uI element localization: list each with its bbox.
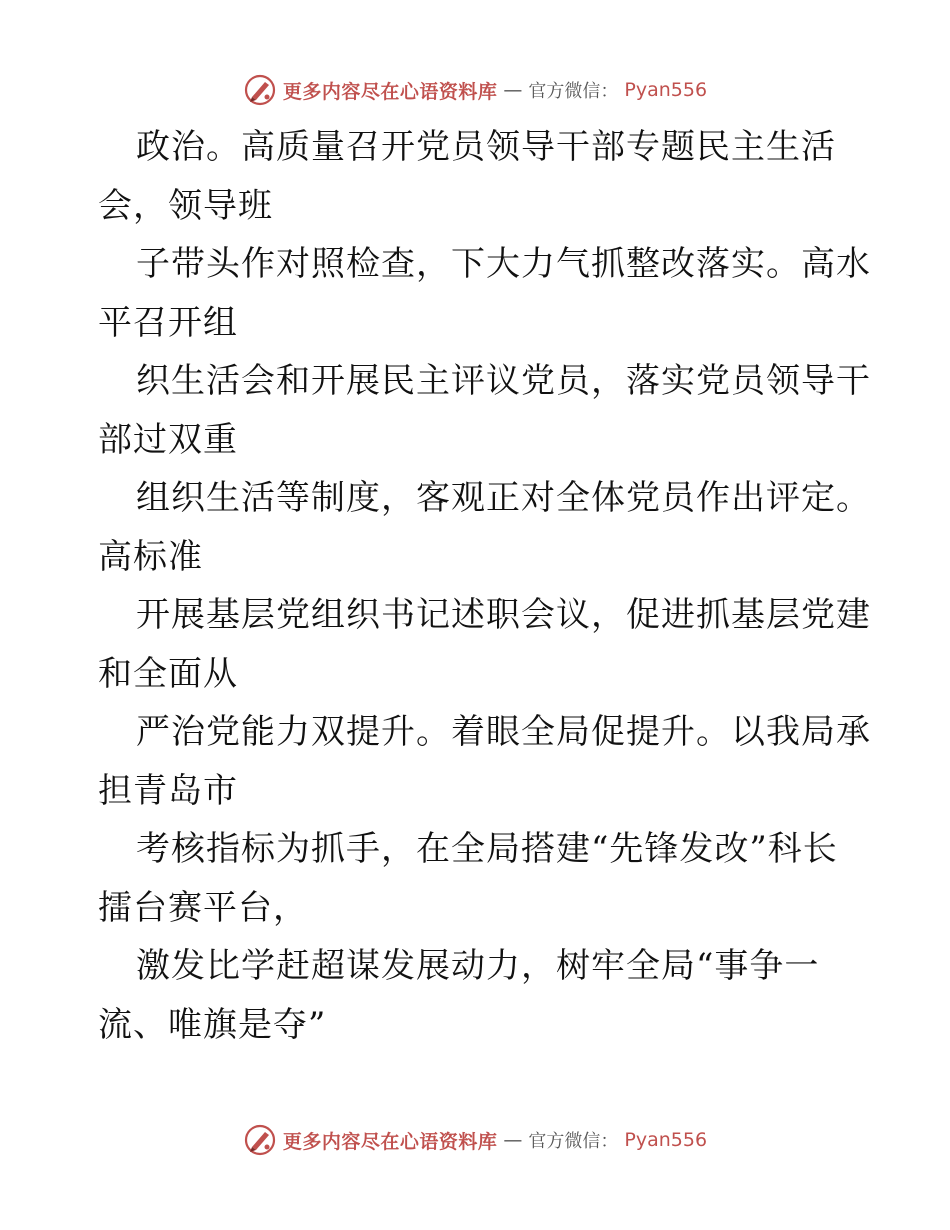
pen-logo-icon — [243, 73, 277, 107]
header-brand-text: 更多内容尽在心语资料库 — [282, 80, 498, 103]
document-body — [98, 118, 871, 1054]
text-line: 高标准 — [98, 536, 203, 577]
footer-brand-text: 更多内容尽在心语资料库 — [282, 1130, 498, 1153]
text-line: 考核指标为抓手，在全局搭建“先锋发改”科长 — [136, 829, 838, 869]
text-line: 子带头作对照检查，下大力气抓整改落实。高水 — [136, 244, 871, 284]
text-line: 流、唯旗是夺” — [98, 1004, 327, 1045]
text-line: 组织生活等制度，客观正对全体党员作出评定。 — [136, 478, 871, 518]
text-line: 部过双重 — [98, 419, 238, 460]
header-banner — [0, 70, 950, 110]
text-line: 政治。高质量召开党员领导干部专题民主生活 — [136, 127, 836, 167]
text-line: 担青岛市 — [98, 770, 238, 811]
text-line: 严治党能力双提升。着眼全局促提升。以我局承 — [136, 712, 871, 752]
text-line: 织生活会和开展民主评议党员，落实党员领导干 — [136, 361, 871, 401]
footer-banner — [0, 1120, 950, 1160]
text-line: 平召开组 — [98, 302, 238, 343]
text-line: 和全面从 — [98, 653, 238, 694]
text-line: 激发比学赶超谋发展动力，树牢全局“事争一 — [136, 946, 820, 986]
header-separator: — — [503, 79, 523, 101]
footer-wechat-label: 官方微信： — [528, 1131, 619, 1152]
text-line: 擂台赛平台， — [98, 887, 308, 928]
header-wechat-label: 官方微信： — [528, 81, 619, 102]
text-line: 开展基层党组织书记述职会议，促进抓基层党建 — [136, 595, 871, 635]
pen-logo-icon — [243, 1123, 277, 1157]
text-line: 会，领导班 — [98, 185, 273, 226]
footer-separator: — — [503, 1129, 523, 1151]
footer-wechat-id: Pyan556 — [624, 1129, 708, 1151]
header-wechat-id: Pyan556 — [624, 79, 708, 101]
